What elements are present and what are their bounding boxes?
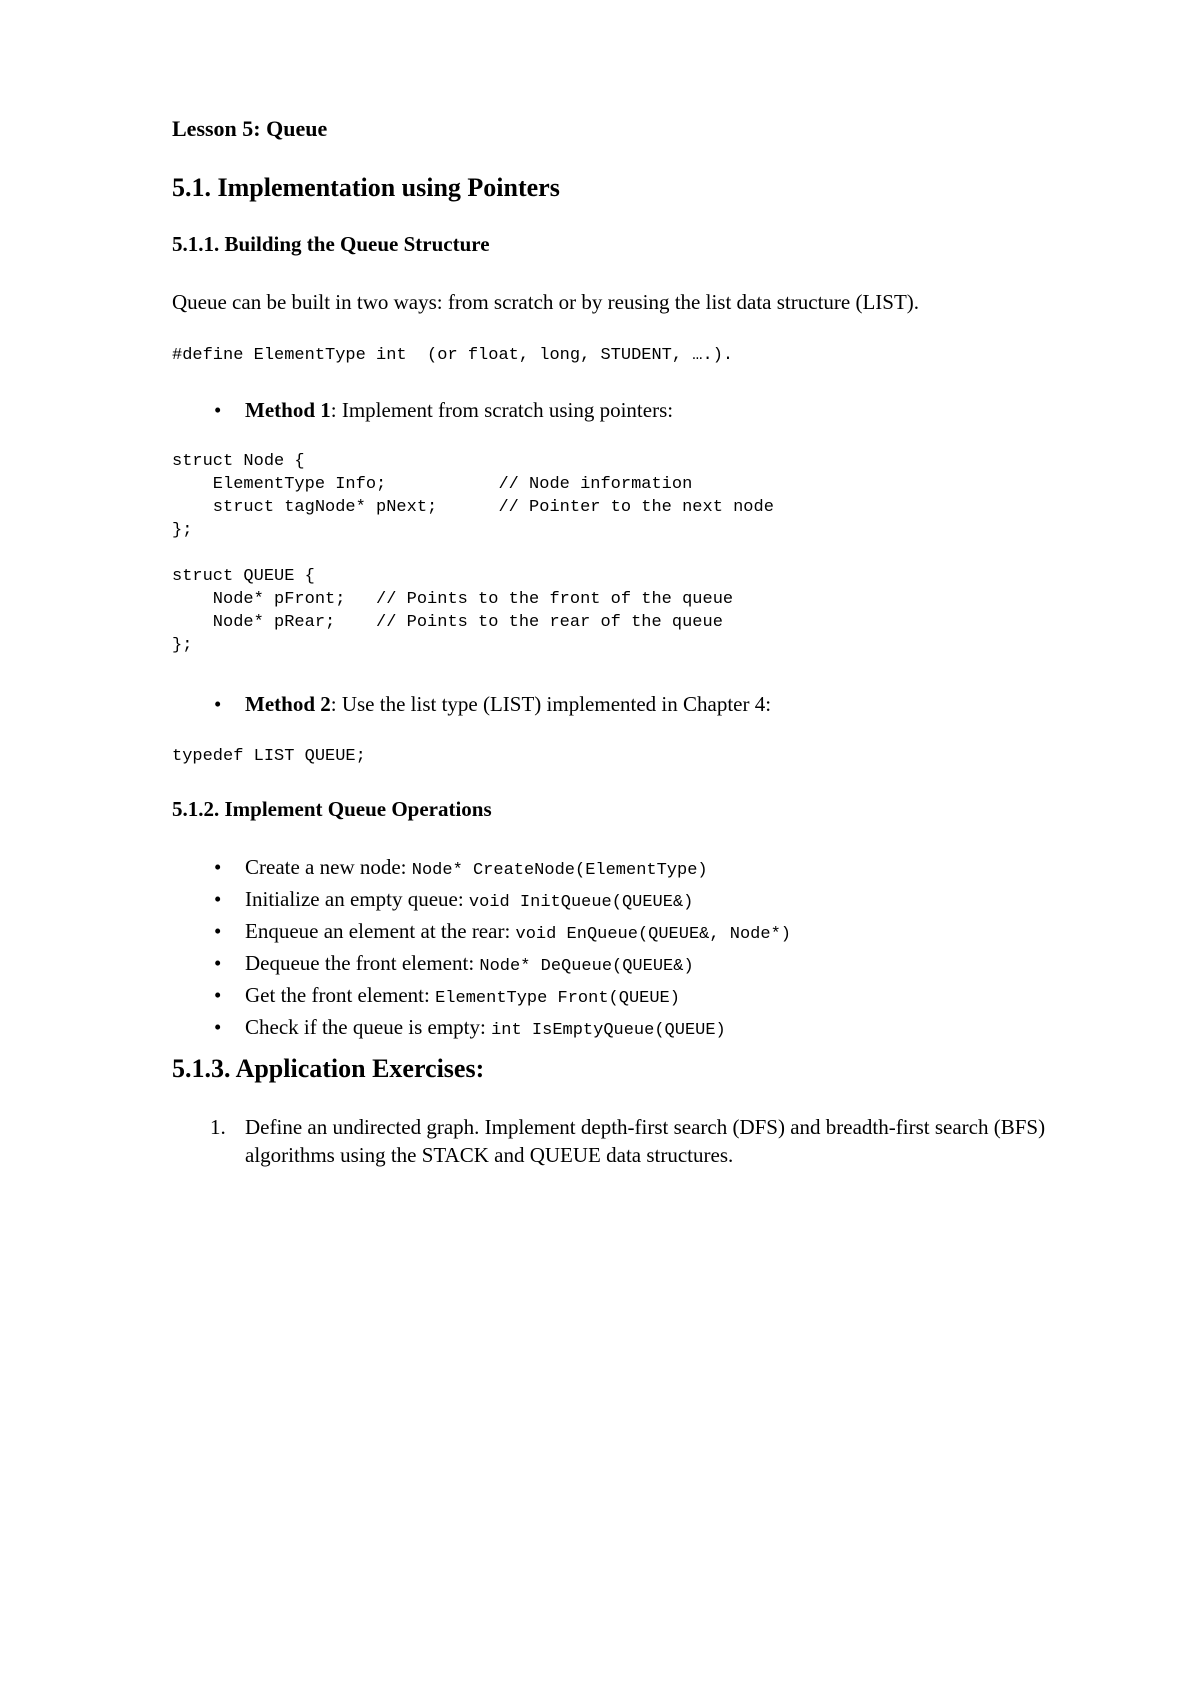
bullet-icon: • [214,951,222,975]
operation-code: ElementType Front(QUEUE) [435,989,680,1008]
method1-list [172,396,673,425]
operation-item [172,1013,791,1045]
subsection-title-exercises: 5.1.3. Application Exercises: [172,1054,485,1083]
operation-code: int IsEmptyQueue(QUEUE) [491,1021,726,1040]
method1-name: Method 1 [245,398,331,422]
bullet-icon: • [214,919,222,943]
bullet-icon: • [214,398,222,422]
method2-list [172,690,771,719]
operations-list [172,853,791,1045]
operation-item [172,949,791,981]
exercise-text: Define an undirected graph. Implement depth-first search (DFS) and breadth-first search (BFS) algorithms using the STACK and QUEUE data structures. [245,1115,1046,1167]
method2-item [172,690,771,719]
method2-name: Method 2 [245,692,331,716]
exercise-item [172,1113,1052,1169]
bullet-icon: • [214,983,222,1007]
operation-text: Enqueue an element at the rear: [245,919,516,943]
operation-item [172,885,791,917]
operation-item [172,917,791,949]
method1-text: : Implement from scratch using pointers: [330,398,674,422]
exercise-number: 1. [210,1115,226,1139]
operation-item [172,981,791,1013]
intro-paragraph: Queue can be built in two ways: from scratch or by reusing the list data structure (LIST). [172,290,920,314]
method2-code-line: typedef LIST QUEUE; [172,747,366,766]
bullet-icon: • [214,1015,222,1039]
bullet-icon: • [214,692,222,716]
exercises-list [172,1113,1052,1169]
operation-code: void EnQueue(QUEUE&, Node*) [515,925,791,944]
bullet-icon: • [214,887,222,911]
bullet-icon: • [214,855,222,879]
operation-text: Check if the queue is empty: [245,1015,492,1039]
operation-item [172,853,791,885]
operation-code: Node* CreateNode(ElementType) [411,861,708,880]
subsection-title-building: 5.1.1. Building the Queue Structure [172,232,490,256]
define-code-line: #define ElementType int (or float, long, STUDENT, ….). [172,346,734,365]
operation-text: Create a new node: [245,855,412,879]
operation-text: Dequeue the front element: [245,951,480,975]
operation-code: Node* DeQueue(QUEUE&) [479,957,694,976]
lesson-title: Lesson 5: Queue [172,116,328,141]
method1-item [172,396,673,425]
operation-text: Get the front element: [245,983,436,1007]
subsection-title-operations: 5.1.2. Implement Queue Operations [172,797,492,821]
method1-code-block: struct Node { ElementType Info; // Node information struct tagNode* pNext; // Pointer to the next node }; struct QUEUE { Node* pFront; // Points to the front of the queue Node* pRear; // Points to the rear of the queue }; [172,452,774,655]
section-title: 5.1. Implementation using Pointers [172,173,560,202]
method2-text: : Use the list type (LIST) implemented in Chapter 4: [330,692,772,716]
operation-code: void InitQueue(QUEUE&) [468,893,694,912]
operation-text: Initialize an empty queue: [245,887,469,911]
